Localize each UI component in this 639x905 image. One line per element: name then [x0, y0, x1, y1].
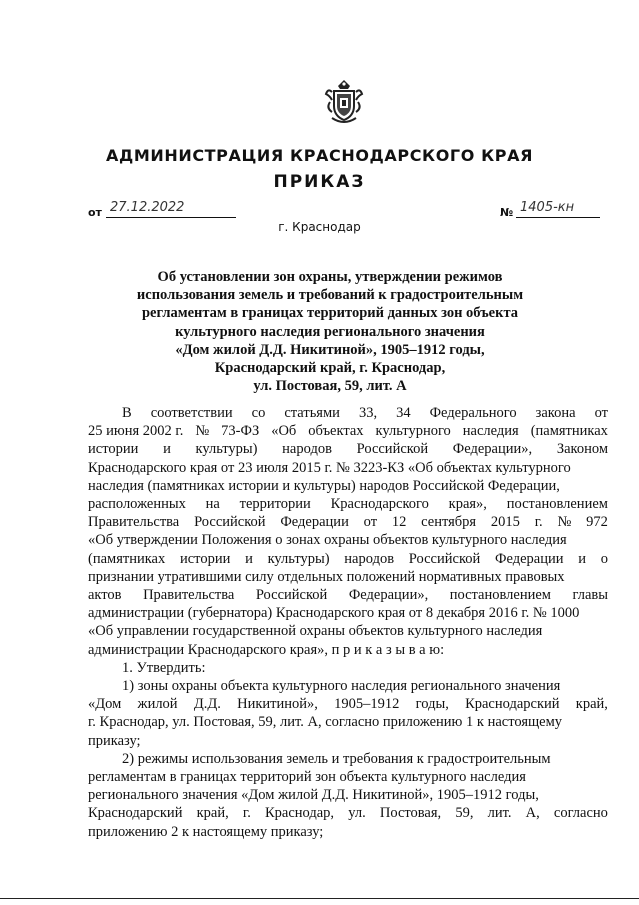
body-line [88, 440, 608, 458]
body-word: край, [196, 805, 229, 822]
body-line [88, 659, 608, 677]
body-word: 2) режимы использования земель и требования к градостроительным [122, 750, 551, 767]
title-line: культурного наследия регионального значения [175, 323, 485, 340]
body-word: «Дом [88, 696, 122, 713]
body-line [88, 622, 608, 640]
body-word: на [205, 496, 220, 513]
coat-of-arms-emblem [324, 78, 364, 126]
body-word: «Об [271, 423, 297, 440]
body-word: приказу; [88, 732, 141, 749]
body-word: № [195, 423, 210, 440]
body-line [88, 750, 608, 768]
body-word: (памятниках [88, 550, 166, 567]
bottom-rule [0, 898, 639, 899]
body-word: Краснодарский [465, 696, 560, 713]
body-word: сентября [421, 514, 477, 531]
body-word: Российской [356, 441, 429, 458]
body-word: годы, [415, 696, 449, 713]
body-word: и [245, 550, 253, 567]
organization-name: АДМИНИСТРАЦИЯ КРАСНОДАРСКОГО КРАЯ [106, 146, 533, 165]
body-word: В [122, 405, 132, 421]
body-word: закона [535, 405, 576, 421]
body-word: наследия [462, 423, 519, 440]
body-word: истории [179, 550, 231, 567]
body-line [88, 713, 608, 731]
body-word: «Об управлении государственной охраны объектов культурного наследия [88, 623, 543, 640]
city-name: г. Краснодар [278, 220, 361, 234]
body-word: жилой [137, 696, 178, 713]
body-word: и [163, 441, 171, 458]
body-word: 1. Утвердить: [122, 659, 206, 676]
body-word: Федерации», [348, 587, 429, 604]
body-word: г. Краснодар, ул. Постовая, 59, лит. А, согласно приложению 1 к настоящему [88, 714, 563, 731]
body-word: 59, [455, 805, 474, 822]
body-word: Федерации», [452, 441, 533, 458]
body-word: г. [534, 514, 543, 531]
body-word: 2015 [490, 514, 520, 531]
body-word: 34 [396, 405, 411, 421]
body-word: Федерации [280, 514, 349, 531]
document-title [120, 268, 540, 395]
date-label: от [88, 206, 102, 219]
body-word: 1905–1912 [334, 696, 400, 713]
body-word: 972 [586, 514, 608, 531]
body-word: постановлением [506, 496, 608, 513]
body-word: народов [282, 441, 332, 458]
body-word: край, [575, 696, 608, 713]
document-type: ПРИКАЗ [273, 172, 366, 192]
body-line [88, 641, 608, 659]
number-value: 1405-кн [520, 200, 575, 215]
body-word: Никитиной», [237, 696, 318, 713]
body-line [88, 804, 608, 822]
body-word: и [578, 550, 586, 567]
body-line [88, 404, 608, 422]
body-word: народов [344, 550, 395, 567]
body-word: актов [88, 587, 122, 604]
body-word: 12 [391, 514, 407, 531]
body-word: лит. [487, 805, 512, 822]
title-line: использования земель и требований к градостроительным [136, 287, 524, 304]
body-word: администрации Краснодарского края», п р и к а з ы в а ю: [88, 641, 445, 658]
body-line [88, 786, 608, 804]
body-word: 33, [358, 405, 378, 421]
body-line [88, 732, 608, 750]
body-word: главы [572, 587, 608, 604]
title-line: регламентам в границах территорий данных зон объекта [141, 305, 518, 322]
body-word: Правительства [143, 587, 235, 604]
body-word: согласно [553, 805, 608, 822]
body-word: культуры) [195, 441, 258, 458]
body-word: ул. [348, 805, 366, 822]
body-line [88, 695, 608, 713]
body-word: признании утратившими силу отдельных положений нормативных правовых [88, 568, 565, 585]
body-word: от [363, 514, 378, 531]
body-word: о [600, 550, 608, 567]
body-word: 25 июня 2002 г. [88, 423, 184, 440]
body-line [88, 604, 608, 622]
body-line [88, 477, 608, 495]
number-label: № [500, 206, 514, 219]
body-word: «Об утверждении Положения о зонах охраны объектов культурного наследия [88, 532, 567, 549]
date-value: 27.12.2022 [110, 200, 185, 215]
body-word: Правительства [88, 514, 180, 531]
body-word: соответствии [150, 405, 233, 421]
body-word: Краснодарского [330, 496, 429, 513]
title-line: Краснодарский край, г. Краснодар, [214, 360, 446, 377]
body-word: Российской [408, 550, 481, 567]
title-line: ул. Постовая, 59, лит. А [253, 378, 407, 395]
body-word: А, [525, 805, 540, 822]
body-word: Постовая, [379, 805, 442, 822]
body-word: со [251, 405, 266, 421]
title-line: Об установлении зон охраны, утверждении режимов [157, 269, 503, 285]
body-line [88, 550, 608, 568]
body-word: администрации (губернатора) Краснодарского края от 8 декабря 2016 г. № 1000 [88, 605, 580, 622]
body-word: № [557, 514, 572, 531]
body-word: 73-ФЗ [221, 423, 260, 440]
body-word: Д.Д. [193, 696, 221, 713]
body-word: края», [448, 496, 487, 513]
body-line [88, 568, 608, 586]
date-underline [106, 217, 236, 218]
body-word: г. [242, 805, 251, 822]
body-word: культурного [375, 423, 451, 440]
body-word: объектах [308, 423, 364, 440]
body-word: Российской [194, 514, 266, 531]
body-word: наследия (памятниках истории и культуры) народов Российской Федерации, [88, 477, 560, 494]
body-line [88, 513, 608, 531]
body-word: статьями [284, 405, 340, 421]
body-line [88, 586, 608, 604]
body-word: Федерации [495, 550, 564, 567]
body-word: от [594, 405, 608, 421]
body-word: регионального значения «Дом жилой Д.Д. Никитиной», 1905–1912 годы, [88, 787, 539, 804]
body-line [88, 768, 608, 786]
body-word: территории [239, 496, 311, 513]
body-word: 1) зоны охраны объекта культурного наследия регионального значения [122, 678, 561, 695]
body-word: постановлением [449, 587, 551, 604]
body-line [88, 459, 608, 477]
body-line [88, 422, 608, 440]
body-word: расположенных [88, 496, 186, 513]
body-line [88, 531, 608, 549]
body-line [88, 823, 608, 841]
body-word: регламентам в границах территорий зон объекта культурного наследия [88, 769, 526, 786]
body-line [88, 677, 608, 695]
body-word: (памятниках [530, 423, 608, 440]
body-word: Федерального [429, 405, 517, 421]
body-word: Краснодарский [88, 805, 183, 822]
body-line [88, 495, 608, 513]
body-word: приложению 2 к настоящему приказу; [88, 823, 324, 840]
document-body [88, 404, 608, 841]
number-underline [516, 217, 600, 218]
body-word: Законом [556, 441, 608, 458]
body-word: истории [88, 441, 139, 458]
body-word: Краснодар, [264, 805, 335, 822]
body-word: культуры) [267, 550, 330, 567]
body-word: Российской [255, 587, 328, 604]
title-line: «Дом жилой Д.Д. Никитиной», 1905–1912 годы, [175, 341, 485, 358]
body-word: Краснодарского края от 23 июля 2015 г. № 3223-КЗ «Об объектах культурного [88, 459, 571, 476]
